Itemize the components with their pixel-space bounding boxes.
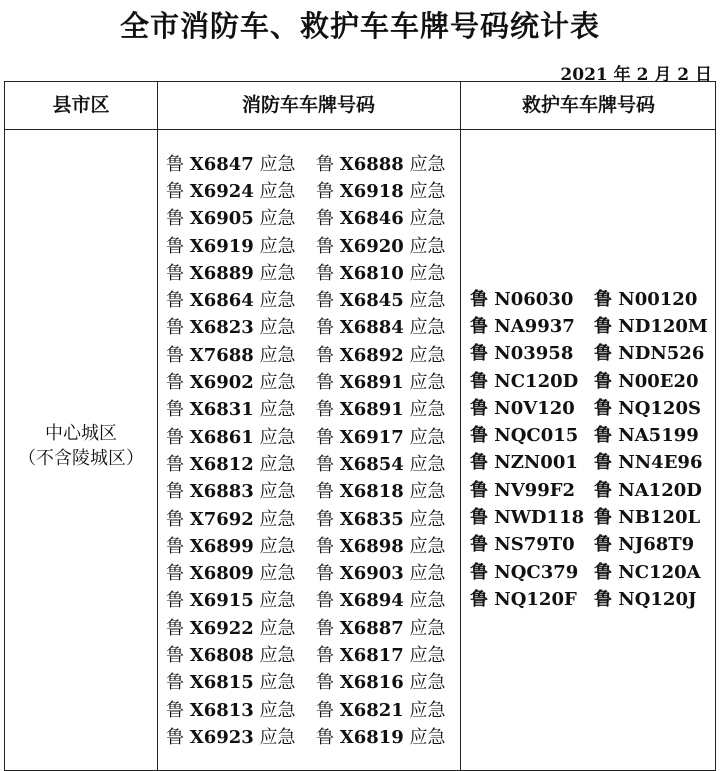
plate-prefix: 鲁 (166, 180, 184, 202)
table-row (470, 530, 718, 557)
fire-truck-plate (316, 423, 466, 449)
plate-suffix: 应急 (409, 563, 446, 585)
district-note: （不含陵城区） (18, 448, 144, 469)
plate-suffix: 应急 (409, 208, 446, 230)
plate-prefix: 鲁 (166, 317, 184, 339)
plate-prefix: 鲁 (166, 563, 184, 585)
plate-prefix: 鲁 (166, 508, 184, 530)
table-row (470, 311, 718, 338)
plate-number: X6902 (189, 372, 254, 394)
plate-number: X6892 (339, 344, 404, 366)
plate-prefix: 鲁 (316, 672, 334, 694)
fire-truck-plate (316, 150, 466, 176)
plate-number: X6898 (339, 535, 404, 557)
fire-truck-plate (166, 177, 316, 203)
ambulance-plate: 鲁 NA5199 (594, 425, 699, 447)
ambulance-plate: 鲁 NWD118 (470, 507, 585, 529)
table-row (166, 367, 466, 394)
plate-suffix: 应急 (259, 180, 296, 202)
ambulance-plate: 鲁 NQ120J (594, 588, 697, 610)
plate-suffix: 应急 (409, 481, 446, 503)
table-row (470, 475, 718, 502)
plate-number: X6883 (189, 481, 254, 503)
plate-suffix: 应急 (409, 290, 446, 312)
table-row (166, 313, 466, 340)
ambulance-plate: 鲁 NQC379 (470, 561, 579, 583)
table-row (166, 558, 466, 585)
plate-prefix: 鲁 (316, 290, 334, 312)
plate-number: X6808 (189, 644, 254, 666)
fire-truck-plate (316, 505, 466, 531)
plate-prefix: 鲁 (316, 481, 334, 503)
ambulance-plate: 鲁 NC120A (594, 561, 701, 583)
plate-prefix: 鲁 (316, 399, 334, 421)
plate-prefix: 鲁 (316, 617, 334, 639)
plate-prefix: 鲁 (316, 372, 334, 394)
ambulance-plate: 鲁 N03958 (470, 343, 574, 365)
fire-truck-plate (316, 368, 466, 394)
fire-truck-plate (316, 259, 466, 285)
plate-prefix: 鲁 (316, 590, 334, 612)
fire-truck-plate (316, 395, 466, 421)
plate-suffix: 应急 (259, 426, 296, 448)
ambulance-plate: 鲁 NA120D (594, 479, 702, 501)
plate-suffix: 应急 (259, 262, 296, 284)
ambulance-plate: 鲁 NJ68T9 (594, 534, 695, 556)
header-district: 县市区 (52, 94, 110, 116)
fire-truck-plate (316, 696, 466, 722)
plate-prefix: 鲁 (166, 399, 184, 421)
plate-number: X6821 (339, 699, 404, 721)
plate-number: X6845 (339, 290, 404, 312)
plate-number: X6920 (339, 235, 404, 257)
fire-truck-plate (166, 313, 316, 339)
plate-suffix: 应急 (259, 481, 296, 503)
plate-suffix: 应急 (409, 672, 446, 694)
plate-suffix: 应急 (409, 344, 446, 366)
plate-number: X6831 (189, 399, 254, 421)
plate-number: X6915 (189, 590, 254, 612)
plate-suffix: 应急 (259, 344, 296, 366)
plate-prefix: 鲁 (316, 563, 334, 585)
fire-truck-plate (166, 559, 316, 585)
fire-truck-plate (166, 232, 316, 258)
plate-prefix: 鲁 (166, 372, 184, 394)
plate-number: X7688 (189, 344, 254, 366)
document-date: 2021 年 2 月 2 日 (560, 65, 712, 85)
plate-prefix: 鲁 (166, 535, 184, 557)
plate-number: X6887 (339, 617, 404, 639)
plate-number: X6919 (189, 235, 254, 257)
document-title: 全市消防车、救护车车牌号码统计表 (119, 9, 600, 43)
table-row (470, 420, 718, 447)
fire-truck-plate (166, 586, 316, 612)
plate-prefix: 鲁 (316, 644, 334, 666)
plate-number: X6835 (339, 508, 404, 530)
ambulance-plate: 鲁 N0V120 (470, 397, 575, 419)
plate-suffix: 应急 (259, 317, 296, 339)
ambulance-plate: 鲁 NN4E96 (594, 452, 703, 474)
fire-truck-plate (316, 204, 466, 230)
plate-suffix: 应急 (409, 372, 446, 394)
plate-suffix: 应急 (409, 317, 446, 339)
plate-suffix: 应急 (259, 235, 296, 257)
plate-prefix: 鲁 (316, 453, 334, 475)
plate-suffix: 应急 (259, 644, 296, 666)
plate-suffix: 应急 (409, 699, 446, 721)
fire-truck-plate (166, 723, 316, 749)
plate-suffix: 应急 (409, 590, 446, 612)
fire-truck-plate (316, 450, 466, 476)
plate-suffix: 应急 (259, 617, 296, 639)
plate-number: X6923 (189, 726, 254, 748)
table-row (470, 393, 718, 420)
ambulance-list (470, 284, 718, 612)
plate-number: X6918 (339, 180, 404, 202)
district-cell (5, 421, 157, 471)
plate-number: X6846 (339, 208, 404, 230)
plate-number: X6891 (339, 399, 404, 421)
plate-prefix: 鲁 (166, 344, 184, 366)
fire-truck-plate (166, 641, 316, 667)
plate-number: X6864 (189, 290, 254, 312)
plate-suffix: 应急 (409, 644, 446, 666)
plate-prefix: 鲁 (166, 235, 184, 257)
plate-suffix: 应急 (259, 672, 296, 694)
plate-suffix: 应急 (409, 617, 446, 639)
table-row (470, 448, 718, 475)
plate-number: X6809 (189, 563, 254, 585)
fire-truck-plate (166, 259, 316, 285)
fire-truck-plate (166, 150, 316, 176)
plate-number: X6889 (189, 262, 254, 284)
ambulance-plate: 鲁 NQC015 (470, 425, 579, 447)
table-row (166, 504, 466, 531)
ambulance-plate: 鲁 NV99F2 (470, 479, 576, 501)
plate-suffix: 应急 (409, 508, 446, 530)
fire-truck-plate (166, 532, 316, 558)
plate-number: X6917 (339, 426, 404, 448)
plate-suffix: 应急 (259, 208, 296, 230)
plate-number: X6847 (189, 153, 254, 175)
plate-number: X6810 (339, 262, 404, 284)
plate-prefix: 鲁 (166, 672, 184, 694)
table-row (166, 231, 466, 258)
fire-truck-plate (316, 614, 466, 640)
table-row (166, 586, 466, 613)
table-row (470, 284, 718, 311)
plate-suffix: 应急 (259, 453, 296, 475)
table-row (166, 668, 466, 695)
fire-truck-plate (166, 204, 316, 230)
plate-prefix: 鲁 (316, 699, 334, 721)
plate-suffix: 应急 (259, 590, 296, 612)
ambulance-plate: 鲁 NQ120F (470, 588, 577, 610)
fire-truck-plate (166, 341, 316, 367)
plate-prefix: 鲁 (166, 453, 184, 475)
table-row (470, 366, 718, 393)
fire-truck-plate (166, 423, 316, 449)
fire-truck-plate (166, 668, 316, 694)
plate-number: X6815 (189, 672, 254, 694)
plate-number: X6823 (189, 317, 254, 339)
ambulance-plate: 鲁 NB120L (594, 507, 701, 529)
plate-prefix: 鲁 (316, 726, 334, 748)
plate-number: X6819 (339, 726, 404, 748)
fire-truck-plate (166, 696, 316, 722)
fire-truck-plate (316, 559, 466, 585)
plate-suffix: 应急 (259, 372, 296, 394)
table-row (166, 722, 466, 749)
fire-truck-plate (316, 723, 466, 749)
plate-suffix: 应急 (259, 290, 296, 312)
plate-prefix: 鲁 (316, 235, 334, 257)
plate-prefix: 鲁 (316, 344, 334, 366)
plate-prefix: 鲁 (316, 426, 334, 448)
fire-truck-plate (316, 232, 466, 258)
table-row (166, 613, 466, 640)
plate-suffix: 应急 (259, 508, 296, 530)
ambulance-plate: 鲁 N00120 (594, 288, 698, 310)
plate-suffix: 应急 (409, 153, 446, 175)
table-row (166, 258, 466, 285)
plate-number: X6905 (189, 208, 254, 230)
plate-suffix: 应急 (409, 426, 446, 448)
fire-truck-plate (166, 395, 316, 421)
plate-table (4, 81, 716, 771)
plate-suffix: 应急 (259, 535, 296, 557)
fire-truck-plate (166, 477, 316, 503)
ambulance-plate: 鲁 NA9937 (470, 315, 575, 337)
plate-prefix: 鲁 (166, 208, 184, 230)
fire-truck-list (166, 149, 466, 750)
plate-number: X6816 (339, 672, 404, 694)
plate-number: X6899 (189, 535, 254, 557)
plate-number: X6888 (339, 153, 404, 175)
fire-truck-plate (316, 641, 466, 667)
fire-truck-plate (316, 668, 466, 694)
table-row (470, 557, 718, 584)
plate-prefix: 鲁 (316, 208, 334, 230)
fire-truck-plate (166, 368, 316, 394)
table-row (166, 395, 466, 422)
ambulance-plate: 鲁 NQ120S (594, 397, 701, 419)
plate-prefix: 鲁 (166, 617, 184, 639)
plate-number: X6813 (189, 699, 254, 721)
fire-truck-plate (316, 477, 466, 503)
plate-prefix: 鲁 (316, 180, 334, 202)
ambulance-plate: 鲁 ND120M (594, 315, 708, 337)
table-row (470, 339, 718, 366)
fire-truck-plate (316, 586, 466, 612)
fire-truck-plate (316, 341, 466, 367)
plate-number: X6903 (339, 563, 404, 585)
plate-prefix: 鲁 (316, 262, 334, 284)
ambulance-plate: 鲁 N06030 (470, 288, 574, 310)
plate-suffix: 应急 (409, 262, 446, 284)
header-fire-trucks: 消防车车牌号码 (241, 94, 375, 116)
fire-truck-plate (316, 286, 466, 312)
plate-number: X6891 (339, 372, 404, 394)
table-row (166, 176, 466, 203)
fire-truck-plate (316, 177, 466, 203)
plate-prefix: 鲁 (166, 699, 184, 721)
plate-number: X6894 (339, 590, 404, 612)
plate-prefix: 鲁 (166, 726, 184, 748)
ambulance-plate: 鲁 NS79T0 (470, 534, 575, 556)
header-divider (5, 129, 715, 130)
fire-truck-plate (166, 286, 316, 312)
plate-number: X6817 (339, 644, 404, 666)
fire-truck-plate (166, 614, 316, 640)
plate-number: X6854 (339, 453, 404, 475)
column-divider (157, 82, 158, 770)
plate-suffix: 应急 (409, 180, 446, 202)
ambulance-plate: 鲁 NDN526 (594, 343, 705, 365)
plate-number: X6924 (189, 180, 254, 202)
plate-number: X6818 (339, 481, 404, 503)
ambulance-plate: 鲁 NC120D (470, 370, 579, 392)
table-row (166, 422, 466, 449)
table-row (166, 149, 466, 176)
plate-suffix: 应急 (409, 235, 446, 257)
ambulance-plate: 鲁 N00E20 (594, 370, 699, 392)
table-row (166, 285, 466, 312)
plate-number: X6861 (189, 426, 254, 448)
table-row (470, 502, 718, 529)
district-name: 中心城区 (45, 423, 117, 444)
table-row (166, 477, 466, 504)
plate-suffix: 应急 (409, 399, 446, 421)
plate-prefix: 鲁 (166, 481, 184, 503)
header-ambulances: 救护车车牌号码 (521, 94, 655, 116)
ambulance-plate: 鲁 NZN001 (470, 452, 578, 474)
table-row (166, 640, 466, 667)
plate-prefix: 鲁 (316, 317, 334, 339)
table-row (470, 584, 718, 611)
fire-truck-plate (166, 450, 316, 476)
table-row (166, 531, 466, 558)
plate-suffix: 应急 (259, 563, 296, 585)
plate-suffix: 应急 (409, 453, 446, 475)
plate-number: X7692 (189, 508, 254, 530)
plate-number: X6922 (189, 617, 254, 639)
plate-suffix: 应急 (259, 699, 296, 721)
plate-number: X6884 (339, 317, 404, 339)
plate-suffix: 应急 (259, 153, 296, 175)
plate-prefix: 鲁 (316, 153, 334, 175)
plate-suffix: 应急 (259, 726, 296, 748)
fire-truck-plate (166, 505, 316, 531)
plate-prefix: 鲁 (166, 590, 184, 612)
table-row (166, 449, 466, 476)
plate-suffix: 应急 (259, 399, 296, 421)
plate-prefix: 鲁 (316, 508, 334, 530)
table-row (166, 204, 466, 231)
plate-prefix: 鲁 (166, 290, 184, 312)
plate-prefix: 鲁 (166, 262, 184, 284)
fire-truck-plate (316, 313, 466, 339)
plate-prefix: 鲁 (316, 535, 334, 557)
fire-truck-plate (316, 532, 466, 558)
table-row (166, 695, 466, 722)
plate-prefix: 鲁 (166, 426, 184, 448)
plate-suffix: 应急 (409, 726, 446, 748)
plate-prefix: 鲁 (166, 644, 184, 666)
plate-suffix: 应急 (409, 535, 446, 557)
plate-number: X6812 (189, 453, 254, 475)
plate-prefix: 鲁 (166, 153, 184, 175)
table-row (166, 340, 466, 367)
